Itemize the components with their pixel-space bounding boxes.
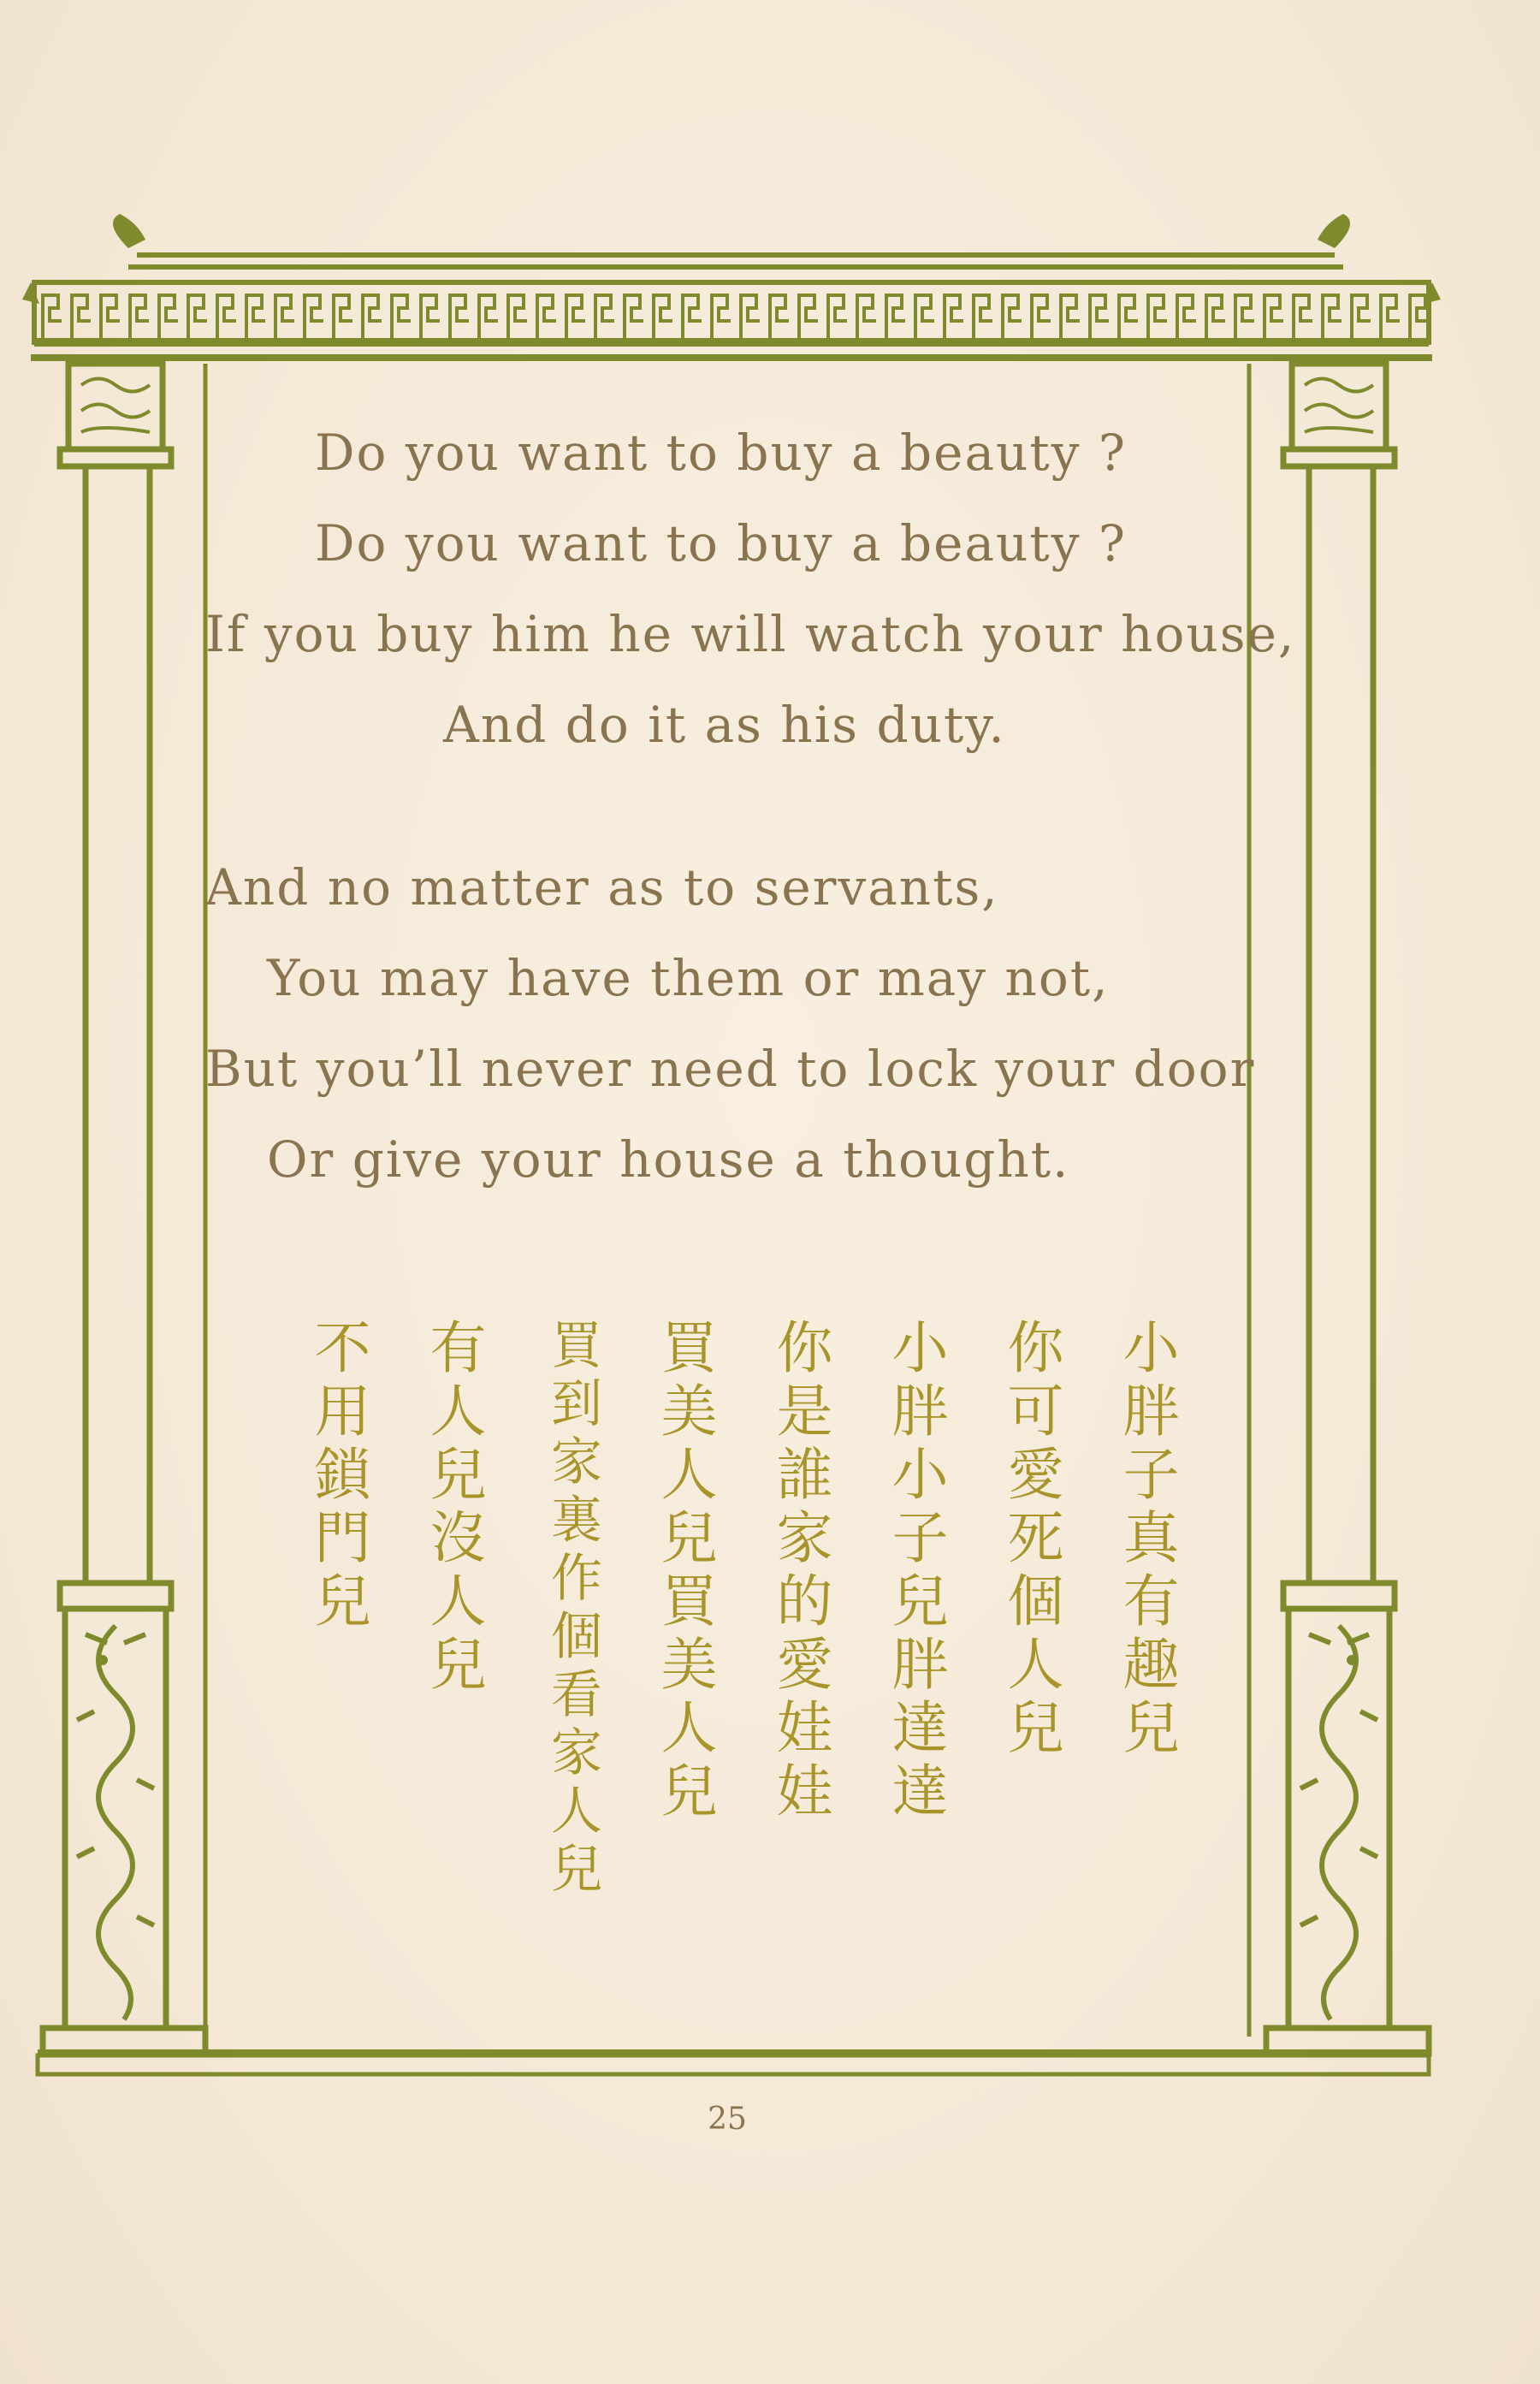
chinese-column: 買美人兒買美人兒 — [651, 1318, 717, 1824]
roof-tile — [1003, 295, 1022, 338]
roof-tile — [828, 295, 847, 338]
pagoda-roof-icon — [43, 295, 1429, 338]
page-number: 25 — [708, 2102, 747, 2137]
roof-tile — [1032, 295, 1051, 338]
roof-tile — [1148, 295, 1167, 338]
roof-tile — [1206, 295, 1225, 338]
roof-tile — [1381, 295, 1400, 338]
roof-tile — [1119, 295, 1138, 338]
poem-line: You may have them or may not, — [267, 949, 1110, 1007]
roof-tile — [799, 295, 818, 338]
chinese-column: 你可愛死個人兒 — [998, 1318, 1063, 1761]
roof-tile — [1061, 295, 1080, 338]
roof-tile — [363, 295, 382, 338]
chinese-column: 不用鎖門兒 — [305, 1318, 370, 1634]
roof-tile — [43, 295, 62, 338]
roof-tile — [392, 295, 411, 338]
roof-tile — [1323, 295, 1342, 338]
roof-tile — [1294, 295, 1312, 338]
roof-tile — [1090, 295, 1109, 338]
roof-tile — [654, 295, 672, 338]
roof-tile — [1235, 295, 1254, 338]
roof-tile — [886, 295, 905, 338]
roof-tile — [188, 295, 207, 338]
chinese-column: 買到家裏作個看家人兒 — [542, 1318, 602, 1900]
roof-tile — [915, 295, 934, 338]
poem-line: If you buy him he will watch your house, — [205, 605, 1296, 663]
poem-line: And do it as his duty. — [443, 696, 1006, 754]
roof-tile — [421, 295, 440, 338]
roof-tile — [246, 295, 265, 338]
roof-tile — [1265, 295, 1283, 338]
roof-tile — [857, 295, 876, 338]
roof-tile — [217, 295, 236, 338]
cloud-capital-icon — [68, 364, 163, 449]
roof-tile — [741, 295, 760, 338]
roof-tile — [566, 295, 585, 338]
roof-tile — [159, 295, 178, 338]
roof-tile — [683, 295, 702, 338]
poem-line: Do you want to buy a beauty ? — [315, 424, 1128, 482]
roof-tile — [130, 295, 149, 338]
roof-tile — [945, 295, 963, 338]
roof-tile — [479, 295, 498, 338]
roof-tile — [625, 295, 643, 338]
chinese-column: 小胖子真有趣兒 — [1113, 1318, 1179, 1761]
roof-tile — [275, 295, 294, 338]
roof-tile — [712, 295, 731, 338]
roof-tile — [1352, 295, 1371, 338]
roof-tile — [334, 295, 352, 338]
roof-tile — [305, 295, 323, 338]
poem-line: But you’ll never need to lock your door — [205, 1040, 1256, 1098]
chinese-column: 小胖小子兒胖達達 — [882, 1318, 948, 1824]
roof-tile — [1177, 295, 1196, 338]
chinese-column: 你是誰家的愛娃娃 — [767, 1318, 832, 1824]
chinese-verse — [257, 1318, 1215, 1968]
roof-tile — [974, 295, 992, 338]
poem-line: Or give your house a thought. — [267, 1130, 1070, 1189]
roof-tile — [508, 295, 527, 338]
roof-tile — [450, 295, 469, 338]
poem-line: Do you want to buy a beauty ? — [315, 514, 1128, 572]
poem-line: And no matter as to servants, — [205, 858, 999, 916]
roof-band — [34, 282, 1429, 342]
roof-tile — [595, 295, 614, 338]
chinese-column: 有人兒沒人兒 — [420, 1318, 486, 1698]
roof-tile — [770, 295, 789, 338]
roof-tile — [537, 295, 556, 338]
roof-tile — [101, 295, 120, 338]
roof-tile — [72, 295, 91, 338]
